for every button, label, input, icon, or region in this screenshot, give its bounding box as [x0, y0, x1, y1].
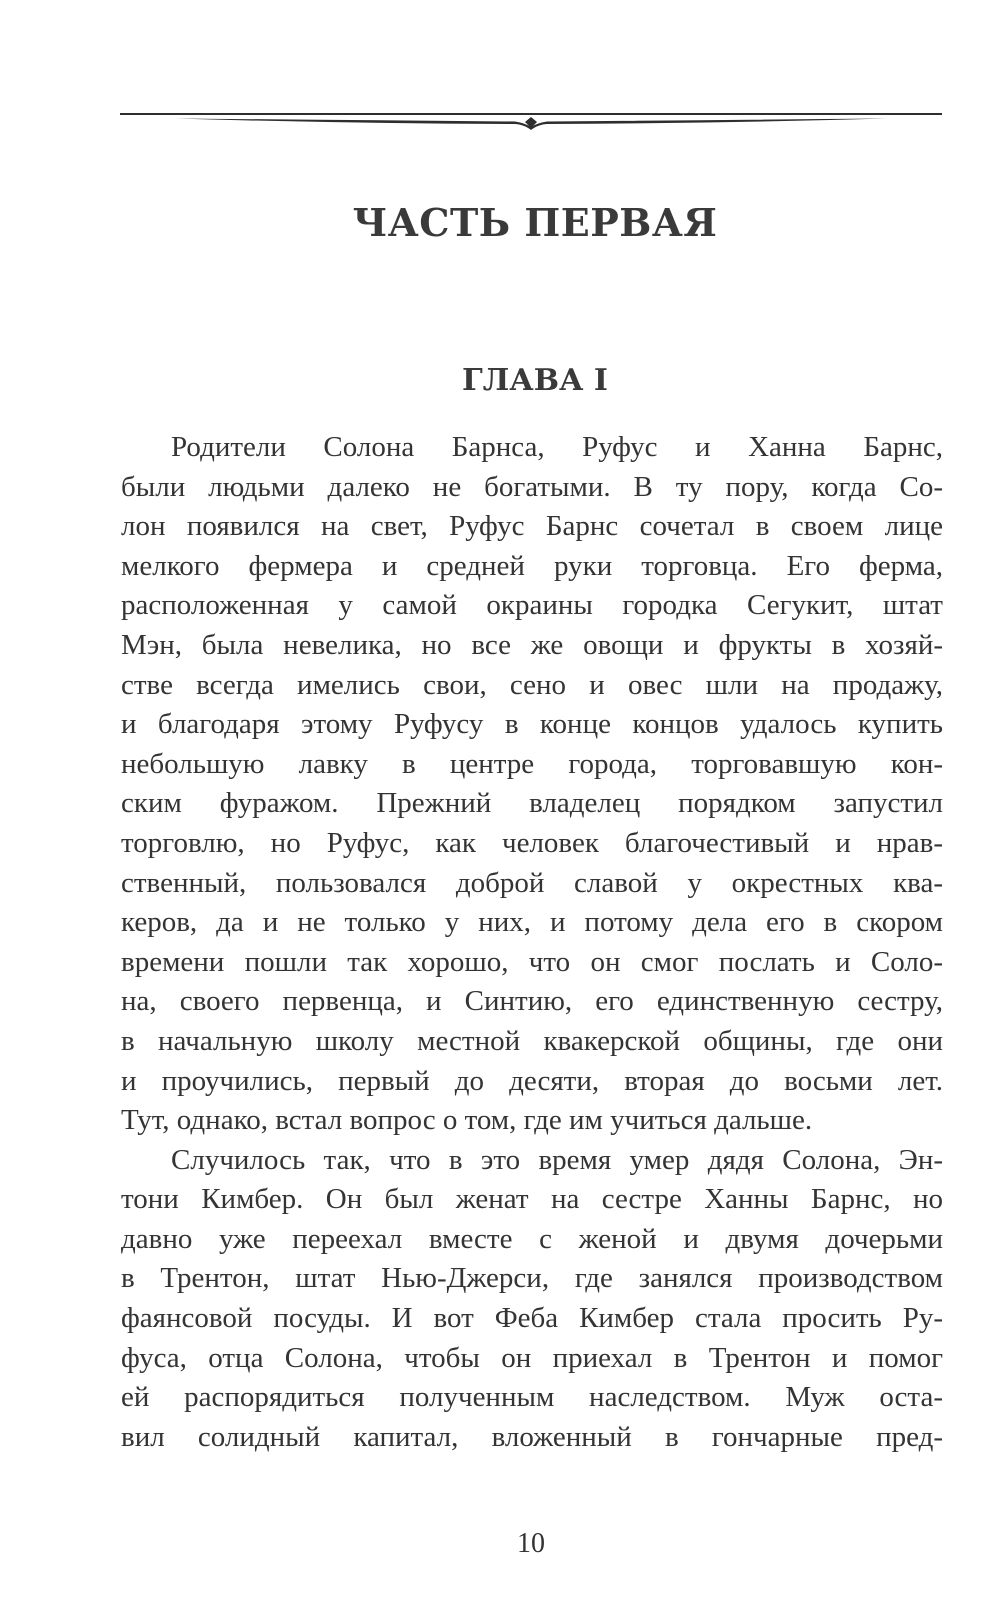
text-line: тони Кимбер. Он был женат на сестре Ханны Барнс, но: [121, 1183, 943, 1216]
text-line: ственный, пользовался доброй славой у окрестных ква-: [121, 866, 943, 899]
part-title: ЧАСТЬ ПЕРВАЯ: [352, 200, 718, 245]
text-line: фаянсовой посуды. И вот Феба Кимбер стала просить Ру-: [121, 1302, 943, 1335]
text-line: Случилось так, что в это время умер дядя Солона, Эн-: [171, 1143, 943, 1176]
page-number: 10: [517, 1528, 545, 1559]
text-line: давно уже переехал вместе с женой и двумя дочерьми: [121, 1222, 943, 1255]
text-line: Мэн, была невелика, но все же овощи и фрукты в хозяй-: [121, 628, 943, 661]
header-ornament-rule: [120, 108, 942, 138]
text-line: мелкого фермера и средней руки торговца. Его ферма,: [121, 549, 943, 582]
text-line: и благодаря этому Руфусу в конце концов удалось купить: [121, 708, 943, 741]
text-line: ским фуражом. Прежний владелец порядком запустил: [121, 787, 943, 820]
chapter-title: ГЛАВА I: [462, 363, 608, 398]
text-line: небольшую лавку в центре города, торговавшую кон-: [121, 747, 943, 780]
text-line: расположенная у самой окраины городка Сегукит, штат: [121, 589, 943, 622]
text-line: стве всегда имелись свои, сено и овес шли на продажу,: [121, 668, 943, 701]
text-line: керов, да и не только у них, и потому дела его в скором: [121, 906, 943, 939]
text-line: торговлю, но Руфус, как человек благочестивый и нрав-: [121, 826, 943, 859]
paragraph-2: [121, 1141, 943, 1458]
text-line: в начальную школу местной квакерской общины, где они: [121, 1024, 943, 1057]
text-line: на, своего первенца, и Синтию, его единственную сестру,: [121, 985, 943, 1018]
text-line: фуса, отца Солона, чтобы он приехал в Трентон и помог: [121, 1341, 943, 1374]
text-line: времени пошли так хорошо, что он смог послать и Соло-: [121, 945, 943, 978]
text-line: ей распорядиться полученным наследством. Муж оста-: [121, 1381, 943, 1414]
text-line: в Трентон, штат Нью-Джерси, где занялся производством: [121, 1262, 943, 1295]
text-line: Родители Солона Барнса, Руфус и Ханна Барнс,: [171, 431, 943, 463]
text-line: лон появился на свет, Руфус Барнс сочетал в своем лице: [121, 510, 943, 543]
text-line: и проучились, первый до десяти, вторая до восьми лет.: [121, 1064, 943, 1097]
body-text: [121, 428, 943, 1457]
text-line: вил солидный капитал, вложенный в гончарные пред-: [121, 1420, 943, 1453]
text-line: Тут, однако, встал вопрос о том, где им учиться дальше.: [121, 1104, 813, 1137]
text-line: были людьми далеко не богатыми. В ту пору, когда Со-: [121, 470, 943, 503]
paragraph-1: [121, 428, 943, 1141]
